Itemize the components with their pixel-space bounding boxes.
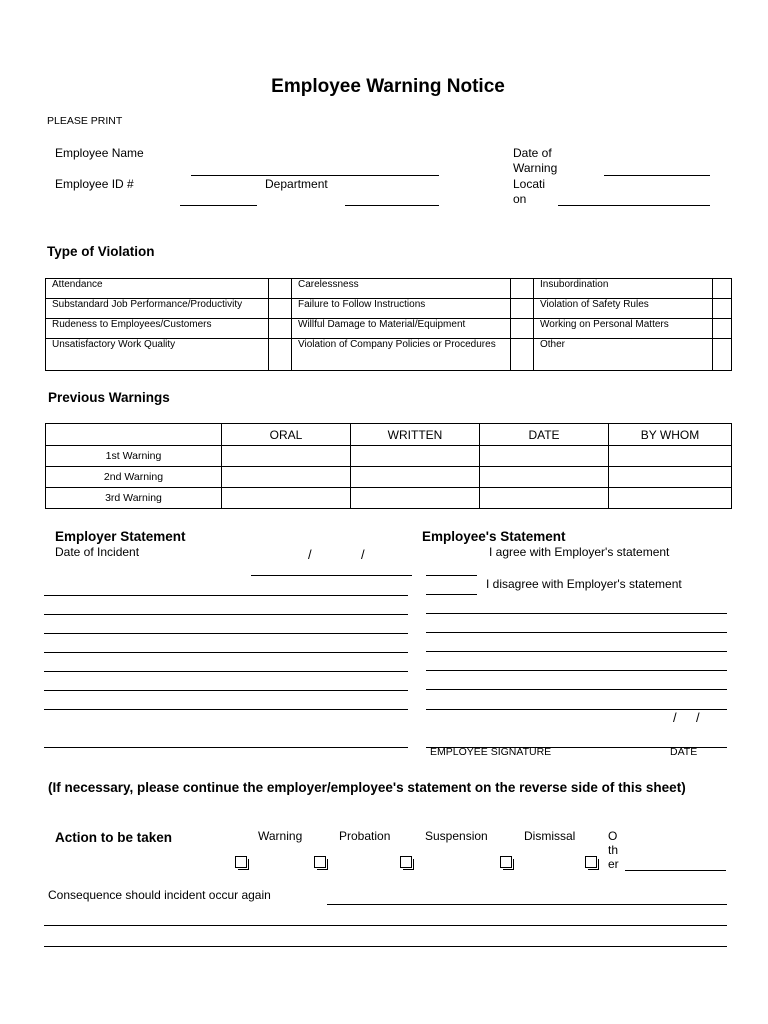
suspension-checkbox[interactable] (400, 856, 412, 868)
violation-heading: Type of Violation (47, 244, 155, 259)
other-checkbox[interactable] (585, 856, 597, 868)
dismissal-checkbox[interactable] (500, 856, 512, 868)
violation-failure-to-follow: Failure to Follow Instructions (292, 299, 511, 319)
signature-date-label: DATE (670, 746, 698, 758)
violation-attendance: Attendance (46, 279, 269, 299)
violation-willful-damage: Willful Damage to Material/Equipment (292, 319, 511, 339)
column-header-oral: ORAL (222, 424, 351, 446)
employee-id-field[interactable] (180, 205, 257, 206)
table-cell[interactable] (609, 446, 732, 467)
consequence-field[interactable] (327, 904, 727, 905)
employee-name-label: Employee Name (55, 146, 144, 160)
violation-safety-rules: Violation of Safety Rules (534, 299, 713, 319)
table-cell[interactable] (480, 467, 609, 488)
violation-checkbox[interactable] (713, 299, 732, 319)
violation-checkbox[interactable] (511, 319, 534, 339)
date-of-warning-field[interactable] (604, 175, 710, 176)
table-cell[interactable] (480, 446, 609, 467)
date-of-incident-field[interactable] (251, 575, 412, 576)
employer-statement-line[interactable] (44, 671, 408, 672)
action-warning-label: Warning (258, 829, 303, 843)
violation-checkbox[interactable] (713, 319, 732, 339)
continue-note: (If necessary, please continue the employer/employee's statement on the reverse side of this sheet) (48, 780, 686, 795)
date-slash: / (673, 710, 677, 725)
employee-statement-line[interactable] (426, 613, 727, 614)
date-slash: / (308, 547, 312, 562)
employee-statement-line[interactable] (426, 632, 727, 633)
department-field[interactable] (345, 205, 439, 206)
violation-checkbox[interactable] (269, 339, 292, 371)
table-cell[interactable] (351, 467, 480, 488)
please-print-note: PLEASE PRINT (47, 115, 123, 127)
employer-signature-line[interactable] (44, 747, 408, 748)
violation-company-policies: Violation of Company Policies or Procedures (292, 339, 511, 371)
date-of-warning-label-2: Warning (513, 161, 558, 175)
employer-statement-heading: Employer Statement (55, 529, 186, 544)
table-cell[interactable] (222, 467, 351, 488)
previous-warnings-heading: Previous Warnings (48, 390, 170, 405)
disagree-mark-field[interactable] (426, 594, 477, 595)
date-slash: / (361, 547, 365, 562)
violation-personal-matters: Working on Personal Matters (534, 319, 713, 339)
disagree-label: I disagree with Employer's statement (486, 577, 682, 591)
violation-other: Other (534, 339, 713, 371)
employee-statement-line[interactable] (426, 651, 727, 652)
violation-checkbox[interactable] (269, 279, 292, 299)
employee-statement-line[interactable] (426, 709, 727, 710)
violation-checkbox[interactable] (269, 319, 292, 339)
violation-checkbox[interactable] (511, 279, 534, 299)
employer-statement-line[interactable] (44, 709, 408, 710)
violation-row (46, 339, 732, 371)
violation-carelessness: Carelessness (292, 279, 511, 299)
date-of-incident-label: Date of Incident (55, 545, 140, 559)
table-cell[interactable] (351, 446, 480, 467)
action-other-label-3: er (608, 857, 619, 871)
employee-statement-line[interactable] (426, 689, 727, 690)
row-label-2nd-warning: 2nd Warning (46, 467, 222, 488)
column-header-date: DATE (480, 424, 609, 446)
consequence-line[interactable] (44, 925, 727, 926)
column-header-written: WRITTEN (351, 424, 480, 446)
table-cell[interactable] (480, 488, 609, 509)
agree-label: I agree with Employer's statement (489, 545, 670, 559)
previous-warnings-table (45, 423, 732, 509)
violation-rudeness: Rudeness to Employees/Customers (46, 319, 269, 339)
violation-insubordination: Insubordination (534, 279, 713, 299)
agree-mark-field[interactable] (426, 575, 477, 576)
action-dismissal-label: Dismissal (524, 829, 576, 843)
employer-statement-line[interactable] (44, 595, 408, 596)
employee-statement-heading: Employee's Statement (422, 529, 566, 544)
employer-statement-line[interactable] (44, 633, 408, 634)
employee-id-label: Employee ID # (55, 177, 134, 191)
warning-checkbox[interactable] (235, 856, 247, 868)
violation-substandard-performance: Substandard Job Performance/Productivity (46, 299, 269, 319)
column-header-by-whom: BY WHOM (609, 424, 732, 446)
action-suspension-label: Suspension (425, 829, 488, 843)
violation-row (46, 319, 732, 339)
table-cell[interactable] (609, 488, 732, 509)
table-cell[interactable] (609, 467, 732, 488)
violation-work-quality: Unsatisfactory Work Quality (46, 339, 269, 371)
violation-checkbox[interactable] (269, 299, 292, 319)
employee-name-field[interactable] (191, 175, 439, 176)
table-header-row (46, 424, 732, 446)
table-row (46, 488, 732, 509)
violation-checkbox[interactable] (511, 299, 534, 319)
row-label-1st-warning: 1st Warning (46, 446, 222, 467)
date-of-warning-label-1: Date of (513, 146, 552, 160)
table-row (46, 467, 732, 488)
violation-checkbox[interactable] (511, 339, 534, 371)
table-cell[interactable] (222, 488, 351, 509)
employer-statement-line[interactable] (44, 614, 408, 615)
employee-signature-label: EMPLOYEE SIGNATURE (430, 746, 552, 758)
violation-row (46, 279, 732, 299)
location-label-1: Locati (513, 177, 546, 191)
page-title: Employee Warning Notice (271, 76, 505, 97)
employee-statement-line[interactable] (426, 670, 727, 671)
probation-checkbox[interactable] (314, 856, 326, 868)
violation-table (45, 278, 732, 371)
violation-checkbox[interactable] (713, 279, 732, 299)
consequence-line[interactable] (44, 946, 727, 947)
location-field[interactable] (558, 205, 710, 206)
violation-checkbox[interactable] (713, 339, 732, 371)
action-other-field[interactable] (625, 870, 726, 871)
table-cell[interactable] (351, 488, 480, 509)
action-probation-label: Probation (339, 829, 391, 843)
consequence-label: Consequence should incident occur again (48, 888, 271, 902)
location-label-2: on (513, 192, 527, 206)
table-cell[interactable] (222, 446, 351, 467)
violation-row (46, 299, 732, 319)
department-label: Department (265, 177, 328, 191)
row-label-3rd-warning: 3rd Warning (46, 488, 222, 509)
action-heading: Action to be taken (55, 830, 173, 845)
action-other-label-2: th (608, 843, 619, 857)
date-slash: / (696, 710, 700, 725)
table-row (46, 446, 732, 467)
employer-statement-line[interactable] (44, 690, 408, 691)
action-other-label-1: O (608, 829, 618, 843)
employer-statement-line[interactable] (44, 652, 408, 653)
